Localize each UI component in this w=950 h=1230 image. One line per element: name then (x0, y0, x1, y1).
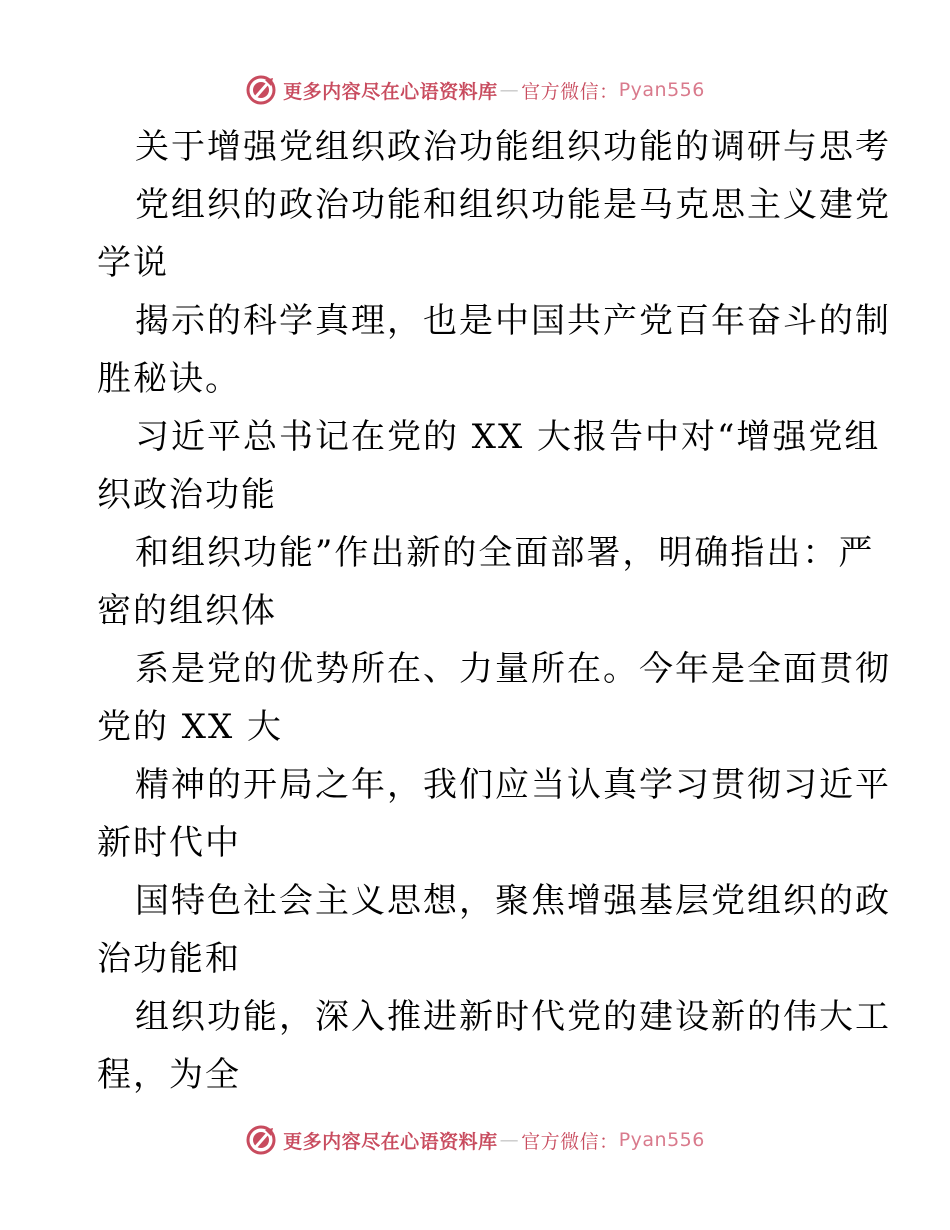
watermark-separator: — (499, 79, 520, 101)
paragraph-line: 党组织的政治功能和组织功能是马克思主义建党 (135, 185, 891, 225)
watermark-id: Pyan556 (618, 79, 705, 101)
header-watermark (0, 70, 950, 110)
paragraph-line: 习近平总书记在党的 XX 大报告中对“增强党组 (135, 417, 881, 457)
paragraph-line: 党的 XX 大 (97, 707, 284, 747)
watermark-id: Pyan556 (618, 1129, 705, 1151)
pen-nib-circle-icon (245, 74, 277, 106)
paragraph-line: 精神的开局之年，我们应当认真学习贯彻习近平 (135, 765, 891, 805)
watermark-title: 更多内容尽在心语资料库 (283, 80, 498, 103)
paragraph-line: 治功能和 (97, 939, 241, 979)
paragraph-line: 组织功能，深入推进新时代党的建设新的伟大工 (135, 997, 891, 1037)
paragraph-line: 新时代中 (97, 823, 241, 863)
watermark-separator: — (499, 1129, 520, 1151)
pen-nib-circle-icon (245, 1124, 277, 1156)
paragraph-line: 学说 (97, 243, 169, 283)
footer-watermark (0, 1120, 950, 1160)
paragraph-line: 胜秘诀。 (97, 359, 241, 399)
paragraph-line: 程，为全 (97, 1055, 241, 1095)
paragraph-line: 揭示的科学真理，也是中国共产党百年奋斗的制 (135, 301, 891, 341)
paragraph-line: 织政治功能 (97, 475, 277, 515)
watermark-subtitle: 官方微信： (521, 1130, 619, 1153)
paragraph-line: 系是党的优势所在、力量所在。今年是全面贯彻 (135, 649, 891, 689)
watermark-subtitle: 官方微信： (521, 80, 619, 103)
watermark-title: 更多内容尽在心语资料库 (283, 1130, 498, 1153)
paragraph-line: 密的组织体 (97, 591, 277, 631)
paragraph-line: 和组织功能”作出新的全面部署，明确指出：严 (135, 533, 875, 573)
paragraph-line: 关于增强党组织政治功能组织功能的调研与思考 (135, 127, 891, 167)
document-body (97, 118, 891, 1104)
paragraph-line: 国特色社会主义思想，聚焦增强基层党组织的政 (135, 881, 891, 921)
